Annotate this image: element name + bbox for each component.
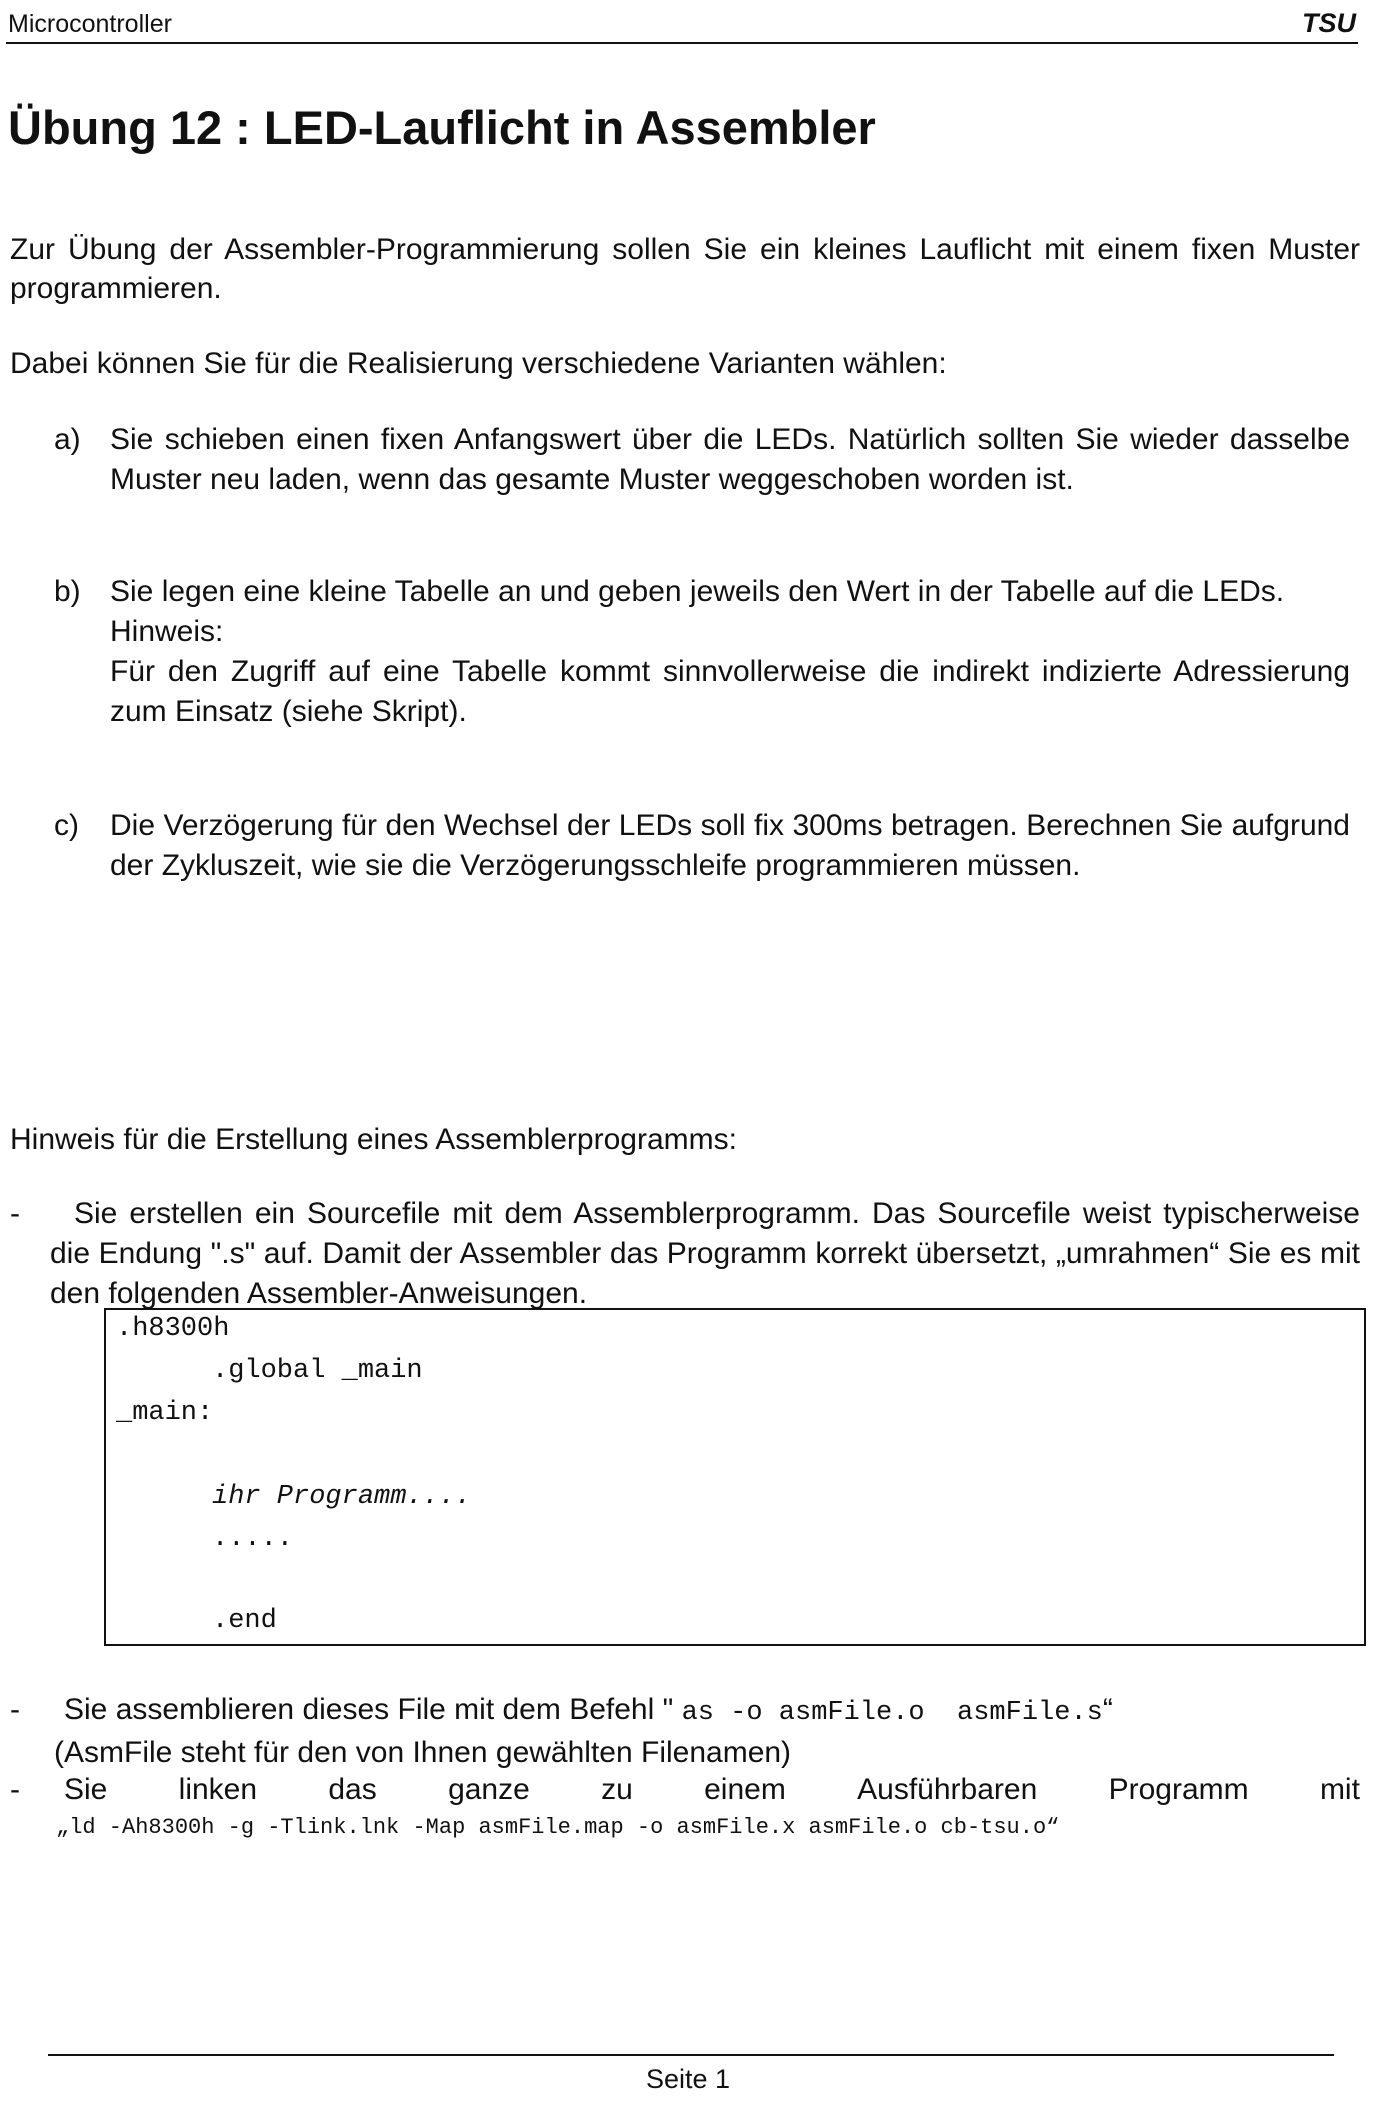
code-line-program: ihr Programm.... <box>212 1482 472 1512</box>
bullet-sourcefile-text <box>50 1194 1360 1314</box>
bullet-assemble-line1 <box>64 1690 1360 1733</box>
variant-b <box>54 572 1354 772</box>
link-word: einem <box>704 1773 786 1806</box>
link-word: zu <box>601 1773 633 1806</box>
assemble-command: as -o asmFile.o asmFile.s <box>681 1698 1103 1728</box>
header-org: TSU <box>1302 8 1356 38</box>
hint-heading: Hinweis für die Erstellung eines Assemblerprogramms: <box>10 1123 737 1156</box>
link-word: Ausführbaren <box>857 1773 1038 1806</box>
variant-b-hint-label: Hinweis: <box>110 615 224 648</box>
bullet-dash: - <box>10 1773 20 1806</box>
bullet-sourcefile-content: Sie erstellen ein Sourcefile mit dem Assemblerprogramm. Das Sourcefile weist typischerweise die Endung ".s" auf. Damit der Assembler das Programm korrekt übersetzt, „umrahmen“ Sie es mit den folgenden Assembler-Anweisungen. <box>50 1197 1360 1310</box>
variant-a-label: a) <box>54 423 81 456</box>
link-word: Programm <box>1108 1773 1249 1806</box>
variant-b-body <box>110 572 1350 732</box>
bullet-dash: - <box>10 1197 20 1230</box>
bullet-link <box>10 1770 1360 1850</box>
code-line-ellipsis: ..... <box>212 1524 294 1554</box>
header-course: Microcontroller <box>8 10 172 38</box>
variant-b-label: b) <box>54 575 81 608</box>
intro-paragraph: Zur Übung der Assembler-Programmierung sollen Sie ein kleines Lauflicht mit einem fixen Muster programmieren. <box>10 233 1360 305</box>
code-line-global: .global _main <box>212 1356 423 1386</box>
variant-a <box>54 420 1354 510</box>
code-block <box>104 1308 1366 1646</box>
code-line-label: _main: <box>116 1398 214 1428</box>
link-word: mit <box>1319 1773 1360 1806</box>
bullet-assemble-body <box>54 1690 1360 1773</box>
bullet-dash: - <box>10 1693 20 1726</box>
variant-b-text: Sie legen eine kleine Tabelle an und geben jeweils den Wert in der Tabelle auf die LEDs. <box>110 575 1285 608</box>
bullet-link-line1 <box>64 1770 1360 1810</box>
variants-intro: Dabei können Sie für die Realisierung verschiedene Varianten wählen: <box>10 347 947 380</box>
link-word: linken <box>178 1773 258 1806</box>
bullet-assemble <box>10 1690 1360 1774</box>
page-number: Seite 1 <box>645 2064 731 2094</box>
bullet-assemble-line2: (AsmFile steht für den von Ihnen gewählten Filenamen) <box>54 1736 792 1769</box>
variant-a-text: Sie schieben einen fixen Anfangswert über die LEDs. Natürlich sollten Sie wieder dasselbe Muster neu laden, wenn das gesamte Muster weggeschoben worden ist. <box>110 423 1350 496</box>
variant-c-label: c) <box>54 809 79 842</box>
variant-c-text: Die Verzögerung für den Wechsel der LEDs soll fix 300ms betragen. Berechnen Sie aufgrund der Zykluszeit, wie sie die Verzögerungsschleife programmieren müssen. <box>110 809 1350 882</box>
bullet-sourcefile <box>10 1194 1360 1314</box>
link-command: „ld -Ah8300h -g -Tlink.lnk -Map asmFile.map -o asmFile.x asmFile.o cb-tsu.o“ <box>56 1815 1060 1840</box>
link-word: Sie <box>64 1773 108 1806</box>
variant-c <box>54 806 1354 936</box>
variant-b-hint: Für den Zugriff auf eine Tabelle kommt sinnvollerweise die indirekt indizierte Adressierung zum Einsatz (siehe Skript). <box>110 655 1350 728</box>
code-line-end: .end <box>212 1606 277 1636</box>
footer-divider <box>48 2054 1334 2056</box>
bullet-link-body <box>56 1770 1360 1848</box>
link-word: ganze <box>448 1773 530 1806</box>
assemble-text-after: “ <box>1102 1693 1113 1726</box>
page-title: Übung 12 : LED-Lauflicht in Assembler <box>8 101 876 154</box>
assemble-text-before: Sie assemblieren dieses File mit dem Befehl " <box>64 1693 682 1726</box>
link-word: das <box>328 1773 377 1806</box>
code-line-directive: .h8300h <box>116 1314 230 1344</box>
page-header <box>6 8 1358 44</box>
